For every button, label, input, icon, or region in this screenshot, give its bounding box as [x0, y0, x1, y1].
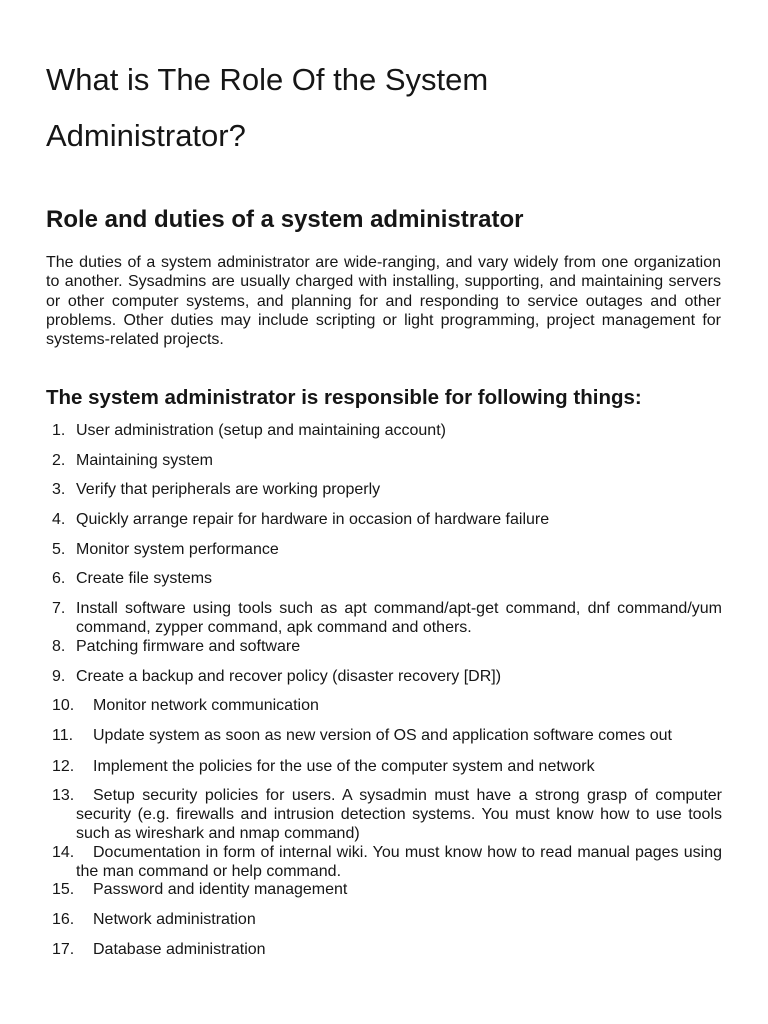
section-heading: Role and duties of a system administrator [46, 206, 524, 233]
list-item-text: User administration (setup and maintaining account) [76, 422, 446, 439]
list-item-text: Monitor network communication [93, 697, 319, 714]
intro-paragraph: The duties of a system administrator are wide-ranging, and vary widely from one organization to another. Sysadmins are usually charged with installing, supporting, and maintaining servers or other computer systems, and planning for and responding to service outages and other problems. Other duties may include scripting or light programming, project management for systems-related projects. [46, 254, 721, 349]
list-item-number: 3. [52, 481, 66, 498]
list-item-number: 12. [52, 758, 75, 775]
list-item-text: Database administration [93, 941, 266, 958]
list-item-number: 5. [52, 541, 66, 558]
list-item-number: 2. [52, 452, 66, 469]
list-item-number: 4. [52, 511, 66, 528]
list-item-text: Verify that peripherals are working properly [76, 481, 381, 498]
list-item-text: Quickly arrange repair for hardware in occasion of hardware failure [76, 511, 550, 528]
list-item-number: 6. [52, 570, 66, 587]
list-item-text: Documentation in form of internal wiki. You must know how to read manual pages using the man command or help command. [76, 844, 722, 880]
list-item-text: Network administration [93, 911, 256, 928]
list-item-text: Implement the policies for the use of the computer system and network [93, 758, 595, 775]
list-item-text: Setup security policies for users. A sysadmin must have a strong grasp of computer security (e.g. firewalls and intrusion detection systems. You must know how to use tools such as wireshark and nmap command) [76, 787, 722, 842]
list-item-text: Monitor system performance [76, 541, 279, 558]
list-item-number: 1. [52, 422, 66, 439]
list-item-number: 11. [52, 727, 74, 744]
list-item-text: Update system as soon as new version of OS and application software comes out [93, 727, 672, 744]
list-item-number: 8. [52, 638, 66, 655]
list-item-number: 16. [52, 911, 75, 928]
list-item-text: Create a backup and recover policy (disaster recovery [DR]) [76, 668, 502, 685]
list-item-number: 7. [52, 600, 66, 617]
list-item-number: 13. [52, 787, 75, 804]
list-item-number: 15. [52, 881, 75, 898]
list-item-text: Create file systems [76, 570, 213, 587]
list-heading: The system administrator is responsible for following things: [46, 386, 642, 409]
list-item-text: Install software using tools such as apt command/apt-get command, dnf command/yum command, zypper command, apk command and others. [76, 600, 722, 636]
page-title: What is The Role Of the System Administrator? [46, 62, 489, 153]
list-item-text: Maintaining system [76, 452, 213, 469]
list-item-number: 14. [52, 844, 75, 861]
list-item-number: 9. [52, 668, 66, 685]
list-item-number: 10. [52, 697, 75, 714]
list-item-number: 17. [52, 941, 75, 958]
list-item-text: Patching firmware and software [76, 638, 301, 655]
list-item-text: Password and identity management [93, 881, 348, 898]
